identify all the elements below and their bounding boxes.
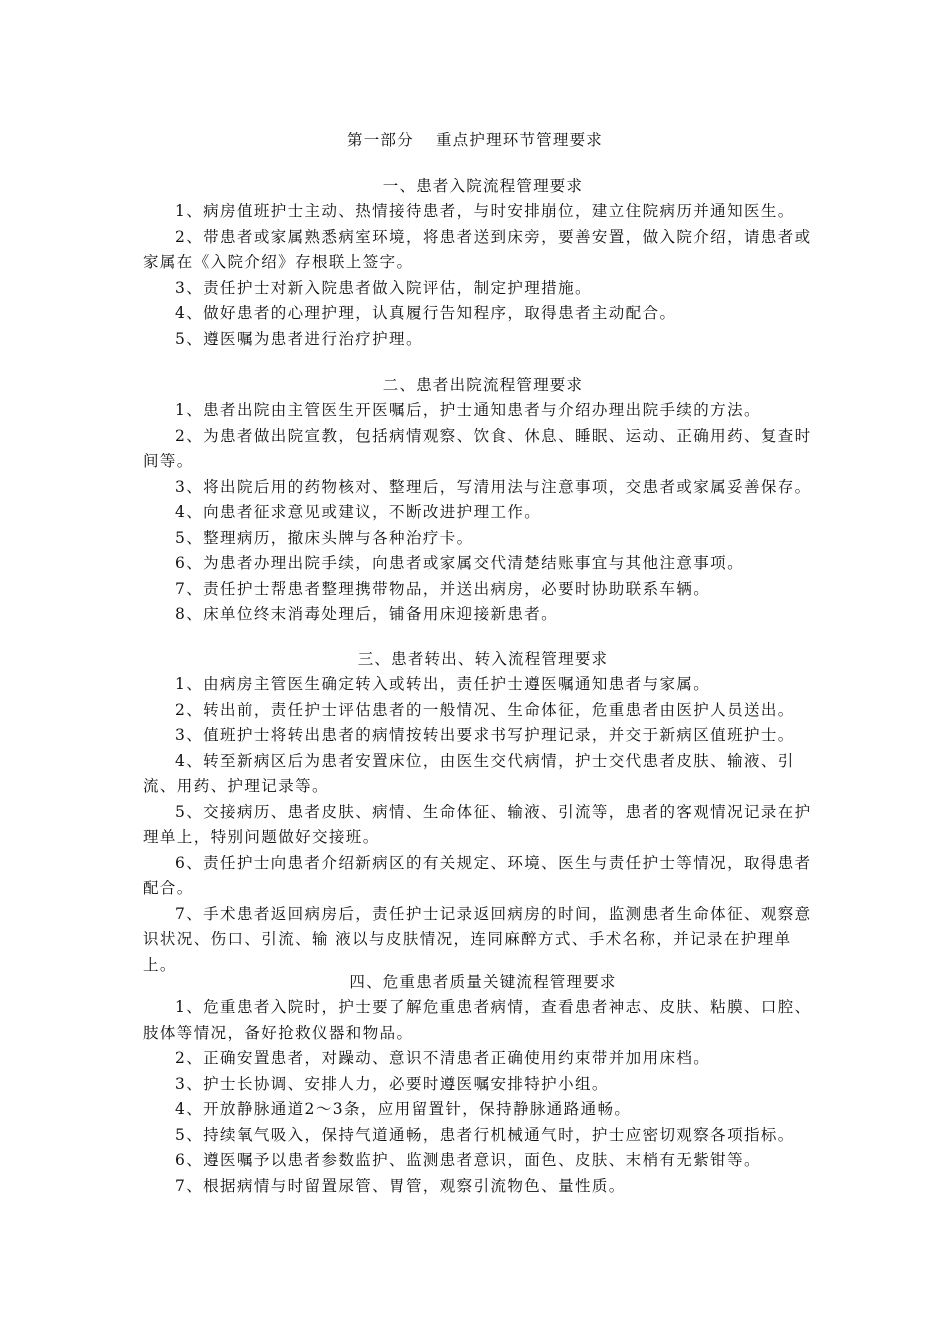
title-text: 重点护理环节管理要求: [435, 131, 603, 149]
paragraph: 4、转至新病区后为患者安置床位，由医生交代病情，护士交代患者皮肤、输液、引流、用药、护理记录等。: [143, 751, 795, 795]
paragraph: 5、交接病历、患者皮肤、病情、生命体征、输液、引流等，患者的客观情况记录在护理单上，特别问题做好交接班。: [143, 802, 812, 846]
paragraph: 2、带患者或家属熟悉病室环境，将患者送到床旁，要善安置，做入院介绍，请患者或家属在《入院介绍》存根联上签字。: [143, 227, 812, 271]
paragraph: 3、责任护士对新入院患者做入院评估，制定护理措施。: [175, 278, 592, 297]
section-heading: 二、患者出院流程管理要求: [382, 376, 584, 394]
paragraph: 6、遵医嘱予以患者参数监护、监测患者意识，面色、皮肤、末梢有无紫钳等。: [175, 1151, 761, 1169]
section-transfer: [143, 647, 823, 978]
section-admission: [143, 174, 823, 352]
paragraph: 5、遵医嘱为患者进行治疗护理。: [175, 329, 423, 348]
paragraph: 1、由病房主管医生确定转入或转出，责任护士遵医嘱通知患者与家属。: [175, 675, 711, 693]
paragraph: 4、向患者征求意见或建议，不断改进护理工作。: [175, 503, 542, 521]
paragraph: 3、护士长协调、安排人力，必要时遵医嘱安排特护小组。: [175, 1074, 609, 1093]
paragraph: 6、为患者办理出院手续，向患者或家属交代清楚结账事宜与其他注意事项。: [175, 554, 744, 572]
section-heading: 四、危重患者质量关键流程管理要求: [349, 973, 617, 991]
paragraph: 4、做好患者的心理护理，认真履行告知程序，取得患者主动配合。: [175, 304, 677, 322]
title-part: 第一部分: [347, 131, 414, 149]
section-heading: 一、患者入院流程管理要求: [382, 177, 584, 195]
paragraph: 6、责任护士向患者介绍新病区的有关规定、环境、医生与责任护士等情况，取得患者配合。: [143, 853, 812, 897]
paragraph: 1、患者出院由主管医生开医嘱后，护士通知患者与介绍办理出院手续的方法。: [175, 401, 761, 419]
paragraph: 3、将出院后用的药物核对、整理后，写清用法与注意事项，交患者或家属妥善保存。: [175, 477, 812, 496]
paragraph: 2、转出前，责任护士评估患者的一般情况、生命体征，危重患者由医护人员送出。: [175, 700, 795, 719]
paragraph: 2、为患者做出院宣教，包括病情观察、饮食、休息、睡眠、运动、正确用药、复查时间等。: [143, 426, 812, 470]
paragraph: 1、病房值班护士主动、热情接待患者，与时安排崩位，建立住院病历并通知医生。: [175, 202, 795, 220]
section-critical-care: [143, 970, 823, 1199]
paragraph: 3、值班护士将转出患者的病情按转出要求书写护理记录，并交于新病区值班护士。: [175, 726, 795, 744]
paragraph: 4、开放静脉通道2～3条，应用留置针，保持静脉通路通畅。: [175, 1100, 632, 1118]
paragraph: 5、整理病历，撤床头牌与各种治疗卡。: [175, 528, 474, 547]
document-title: [0, 128, 950, 150]
paragraph: 7、根据病情与时留置尿管、胃管，观察引流物色、量性质。: [175, 1176, 626, 1195]
section-discharge: [143, 373, 823, 628]
paragraph: 7、手术患者返回病房后，责任护士记录返回病房的时间，监测患者生命体征、观察意识状况、伤口、引流、输 液以与皮肤情况，连同麻醉方式、手术名称，并记录在护理单上。: [143, 904, 812, 974]
paragraph: 2、正确安置患者，对躁动、意识不清患者正确使用约束带并加用床档。: [175, 1049, 711, 1067]
paragraph: 8、床单位终末消毒处理后，铺备用床迎接新患者。: [175, 605, 559, 623]
paragraph: 5、持续氧气吸入，保持气道通畅，患者行机械通气时，护士应密切观察各项指标。: [175, 1125, 795, 1144]
paragraph: 7、责任护士帮患者整理携带物品，并送出病房，必要时协助联系车辆。: [175, 579, 711, 598]
paragraph: 1、危重患者入院时，护士要了解危重患者病情，查看患者神志、皮肤、粘膜、口腔、肢体等情况，备好抢救仪器和物品。: [143, 998, 812, 1042]
section-heading: 三、患者转出、转入流程管理要求: [357, 650, 609, 668]
